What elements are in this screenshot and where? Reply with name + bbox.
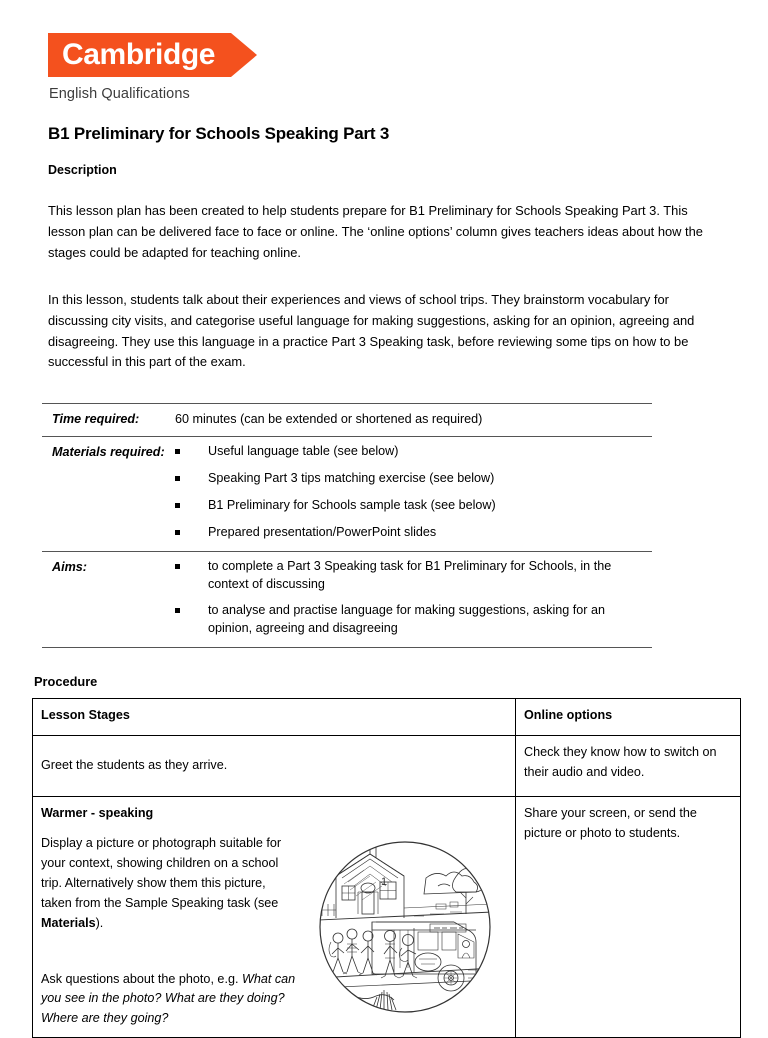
logo-subtitle: English Qualifications <box>49 86 190 102</box>
materials-list <box>175 443 646 542</box>
stage-paragraph-2-italic: What can you see in the photo? What are they doing? Where are they going? <box>41 971 296 1026</box>
column-header-lesson-stages: Lesson Stages <box>33 699 516 736</box>
materials-label: Materials required: <box>52 445 165 460</box>
lesson-details-table <box>42 403 652 648</box>
aims-value <box>175 551 652 648</box>
time-required-value: 60 minutes (can be extended or shortened as required) <box>175 412 483 427</box>
aims-label: Aims: <box>52 559 87 574</box>
stage-cell-greet <box>33 736 516 797</box>
materials-value <box>175 437 652 552</box>
stage-title-warmer: Warmer - speaking <box>41 806 154 821</box>
list-item: Useful language table (see below) <box>175 443 646 461</box>
spacer <box>41 934 299 970</box>
stage-paragraph-1-part-b: ). <box>95 915 104 930</box>
page-number: 1 <box>380 876 388 888</box>
stage-cell-warmer <box>33 797 516 1038</box>
table-row <box>33 797 741 1038</box>
table-row <box>33 736 741 797</box>
table-header-row <box>33 699 741 736</box>
stage-paragraph-1-part-a: Display a picture or photograph suitable for your context, showing children on a school trip. Alternatively show them this picture, taken from the Sample Speaking task (see <box>41 836 282 910</box>
aims-list <box>175 558 646 639</box>
logo-bar <box>48 33 231 77</box>
logo-wordmark: Cambridge <box>62 38 216 71</box>
table-row-materials <box>42 437 652 552</box>
table-row-time <box>42 404 652 437</box>
list-item: Speaking Part 3 tips matching exercise (see below) <box>175 470 646 488</box>
list-item: Prepared presentation/PowerPoint slides <box>175 524 646 542</box>
stage-content-flow <box>41 834 507 1029</box>
stage-paragraph-2-plain: Ask questions about the photo, e.g. <box>41 971 242 986</box>
stage-paragraph-2 <box>41 970 299 1030</box>
procedure-table <box>32 698 741 1038</box>
description-paragraph-2: In this lesson, students talk about their experiences and views of school trips. They brainstorm vocabulary for discussing city visits, and categorise useful language for making suggestions, asking for an opinion, agreeing and disagreeing. They use this language in a practice Part 3 Speaking task, before reviewing some tips on how to be successful in this part of the exam. <box>48 291 695 370</box>
logo-arrow-shape <box>48 33 231 77</box>
online-cell-warmer: Share your screen, or send the picture or photo to students. <box>516 797 741 1038</box>
procedure-heading: Procedure <box>34 674 98 690</box>
materials-bold-reference: Materials <box>41 915 96 930</box>
stage-text-block <box>41 834 299 1029</box>
school-bus-illustration <box>318 838 493 1016</box>
page-title: B1 Preliminary for Schools Speaking Part 3 <box>48 124 390 143</box>
list-item: B1 Preliminary for Schools sample task (see below) <box>175 497 646 515</box>
table-row-aims <box>42 551 652 648</box>
description-paragraph-1: This lesson plan has been created to help students prepare for B1 Preliminary for Schools Speaking Part 3. This lesson plan can be delivered face to face or online. The ‘online options’ column gives teachers ideas about how the stages could be adapted for teaching online. <box>48 203 703 260</box>
description-heading: Description <box>48 163 117 177</box>
online-cell-greet: Check they know how to switch on their audio and video. <box>516 736 741 797</box>
cambridge-logo <box>30 0 738 102</box>
list-item: to analyse and practise language for making suggestions, asking for an opinion, agreeing and disagreeing <box>175 602 646 638</box>
column-header-online-options: Online options <box>516 699 741 736</box>
illustration-container <box>303 834 507 1029</box>
stage-text: Greet the students as they arrive. <box>41 757 228 772</box>
time-required-label: Time required: <box>52 412 140 427</box>
list-item: to complete a Part 3 Speaking task for B1 Preliminary for Schools, in the context of discussing <box>175 558 646 594</box>
